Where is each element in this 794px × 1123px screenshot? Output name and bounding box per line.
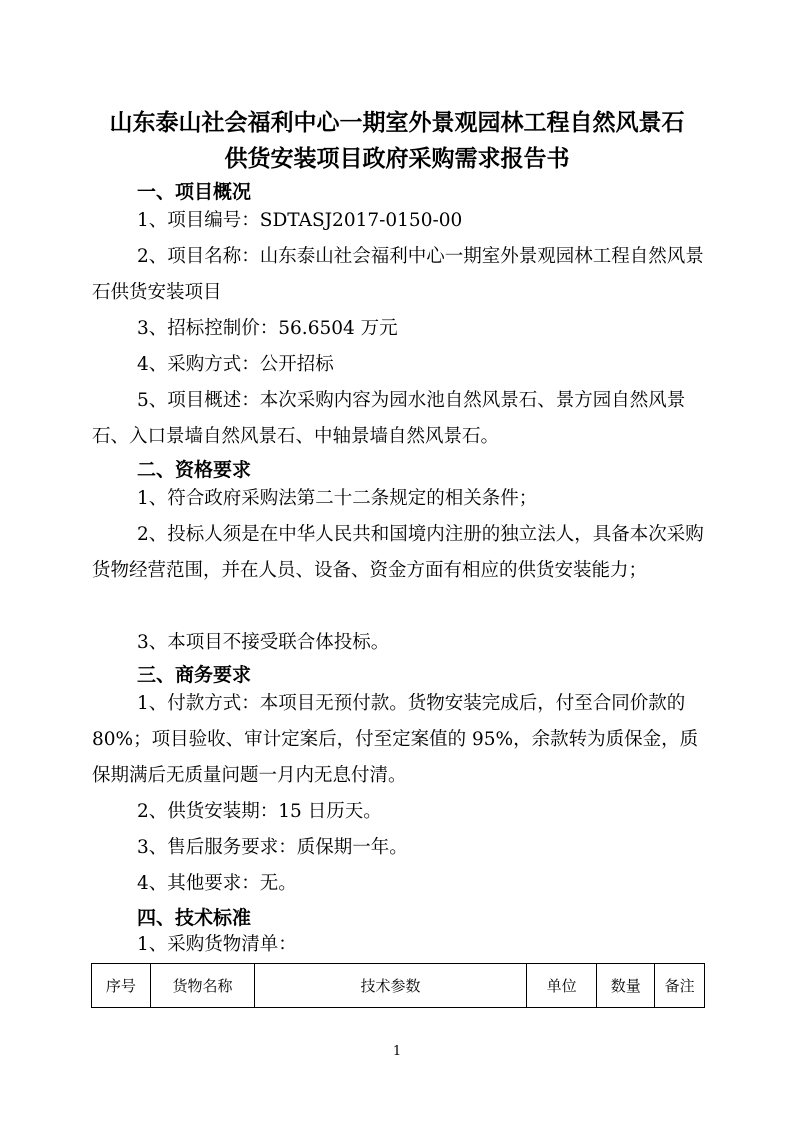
delivery-period: 2、供货安装期：15 日历天。	[137, 801, 382, 822]
section-heading-qualification: 二、资格要求	[137, 459, 252, 481]
page-number: 1	[392, 1044, 402, 1059]
col-header-goods-name: 货物名称	[150, 964, 254, 1008]
procurement-method: 4、采购方式：公开招标	[137, 354, 334, 375]
section-heading-overview: 一、项目概况	[137, 181, 252, 203]
goods-table	[91, 963, 705, 1008]
qualification-item-2: 2、投标人须是在中华人民共和国境内注册的独立法人，具备本次采购货物经营范围，并在人员、设备、资金方面有相应的供货安装能力；	[92, 524, 704, 581]
document-title-line2: 供货安装项目政府采购需求报告书	[224, 146, 570, 172]
project-name: 2、项目名称：山东泰山社会福利中心一期室外景观园林工程自然风景石供货安装项目	[92, 246, 704, 303]
col-header-quantity: 数量	[597, 964, 655, 1008]
after-sales: 3、售后服务要求：质保期一年。	[137, 837, 408, 858]
col-header-unit: 单位	[526, 964, 597, 1008]
other-requirements: 4、其他要求：无。	[137, 873, 297, 894]
control-price: 3、招标控制价：56.6504 万元	[137, 318, 398, 339]
qualification-item-3: 3、本项目不接受联合体投标。	[137, 632, 390, 653]
col-header-tech-params: 技术参数	[255, 964, 527, 1008]
table-header-row	[92, 964, 705, 1008]
goods-list-label: 1、采购货物清单：	[137, 934, 297, 955]
section-heading-business: 三、商务要求	[137, 664, 252, 686]
project-summary: 5、项目概述：本次采购内容为园水池自然风景石、景方园自然风景石、入口景墙自然风景石、中轴景墙自然风景石。	[92, 390, 686, 447]
col-header-remarks: 备注	[655, 964, 705, 1008]
document-title-line1: 山东泰山社会福利中心一期室外景观园林工程自然风景石	[109, 110, 685, 136]
payment-terms: 1、付款方式：本项目无预付款。货物安装完成后，付至合同价款的 80%；项目验收、审计定案后，付至定案值的 95%，余款转为质保金，质保期满后无质量问题一月内无息付清。	[92, 693, 699, 786]
col-header-index: 序号	[92, 964, 151, 1008]
project-number: 1、项目编号：SDTASJ2017-0150-00	[137, 210, 463, 231]
qualification-item-1: 1、符合政府采购法第二十二条规定的相关条件；	[137, 488, 538, 509]
section-heading-technical: 四、技术标准	[137, 907, 252, 929]
